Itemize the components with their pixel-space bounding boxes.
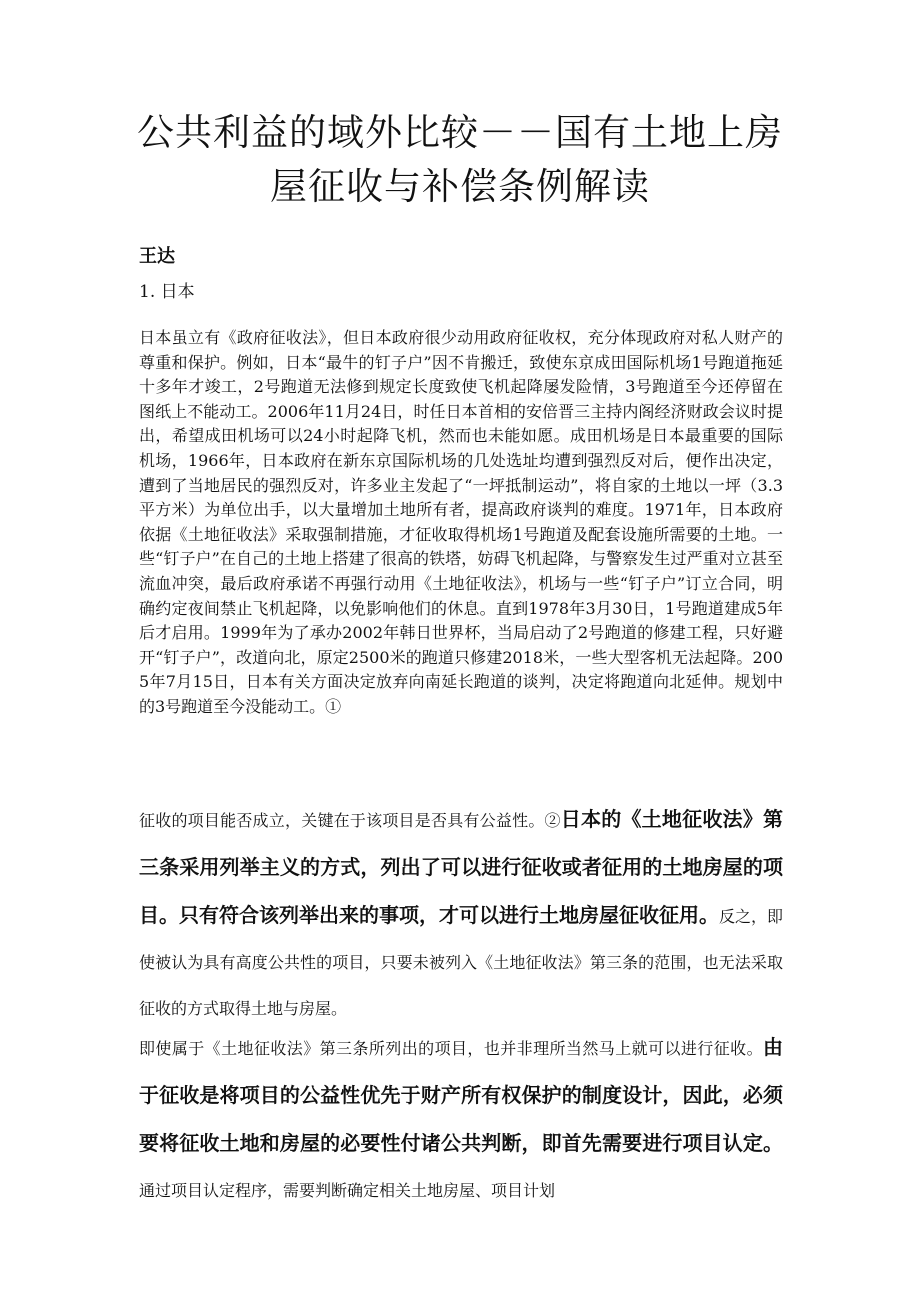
section-heading: 1. 日本 — [139, 282, 195, 302]
paragraph-public-interest-intro: 征收的项目能否成立，关键在于该项目是否具有公益性。② — [139, 811, 561, 830]
document-title: 公共利益的域外比较－－国有土地上房屋征收与补偿条例解读 — [137, 111, 783, 208]
paragraph-project-certification-bold: 由于征收是将项目的公益性优先于财产所有权保护的制度设计，因此，必须要将征收土地和房屋的必要性付诸公共判断，即首先需要进行项目认定。 — [139, 1035, 783, 1155]
paragraph-project-certification-rest: 通过项目认定程序，需要判断确定相关土地房屋、项目计划 — [139, 1181, 556, 1200]
paragraph-public-interest — [139, 796, 783, 1032]
paragraph-public-interest-rest: 反之，即使被认为具有高度公共性的项目，只要未被列入《土地征收法》第三条的范围，也无法采取征收的方式取得土地与房屋。 — [139, 907, 784, 1018]
paragraph-japan-airport: 日本虽立有《政府征收法》，但日本政府很少动用政府征收权，充分体现政府对私人财产的尊重和保护。例如，日本“最牛的钉子户”因不肯搬迁，致使东京成田国际机场1号跑道拖延十多年才竣工，2号跑道无法修到规定长度致使飞机起降屡发险情，3号跑道至今还停留在图纸上不能动工。2006年11月24日，时任日本首相的安倍晋三主持内阁经济财政会议时提出，希望成田机场可以24小时起降飞机，然而也未能如愿。成田机场是日本最重要的国际机场，1966年，日本政府在新东京国际机场的几处选址均遭到强烈反对后，便作出决定，遭到了当地居民的强烈反对，许多业主发起了“一坪抵制运动”，将自家的土地以一坪（3.3平方米）为单位出手，以大量增加土地所有者，提高政府谈判的难度。1971年，日本政府依据《土地征收法》采取强制措施，才征收取得机场1号跑道及配套设施所需要的土地。一些“钉子户”在自己的土地上搭建了很高的铁塔，妨碍飞机起降，与警察发生过严重对立甚至流血冲突，最后政府承诺不再强行动用《土地征收法》，机场与一些“钉子户”订立合同，明确约定夜间禁止飞机起降，以免影响他们的休息。直到1978年3月30日，1号跑道建成5年后才启用。1999年为了承办2002年韩日世界杯，当局启动了2号跑道的修建工程，只好避开“钉子户”，改道向北，原定2500米的跑道只修建2018米，一些大型客机无法起降。2005年7月15日，日本有关方面决定放弃向南延长跑道的谈判，决定将跑道向北延伸。规划中的3号跑道至今没能动工。① — [139, 328, 783, 716]
paragraph-public-interest-bold: 日本的《土地征收法》第三条采用列举主义的方式，列出了可以进行征收或者征用的土地房屋的项目。只有符合该列举出来的事项，才可以进行土地房屋征收征用。 — [139, 807, 783, 927]
author-name: 王达 — [139, 246, 175, 267]
paragraph-project-certification — [139, 1024, 783, 1214]
paragraph-project-certification-intro: 即使属于《土地征收法》第三条所列出的项目，也并非理所当然马上就可以进行征收。 — [139, 1039, 763, 1058]
